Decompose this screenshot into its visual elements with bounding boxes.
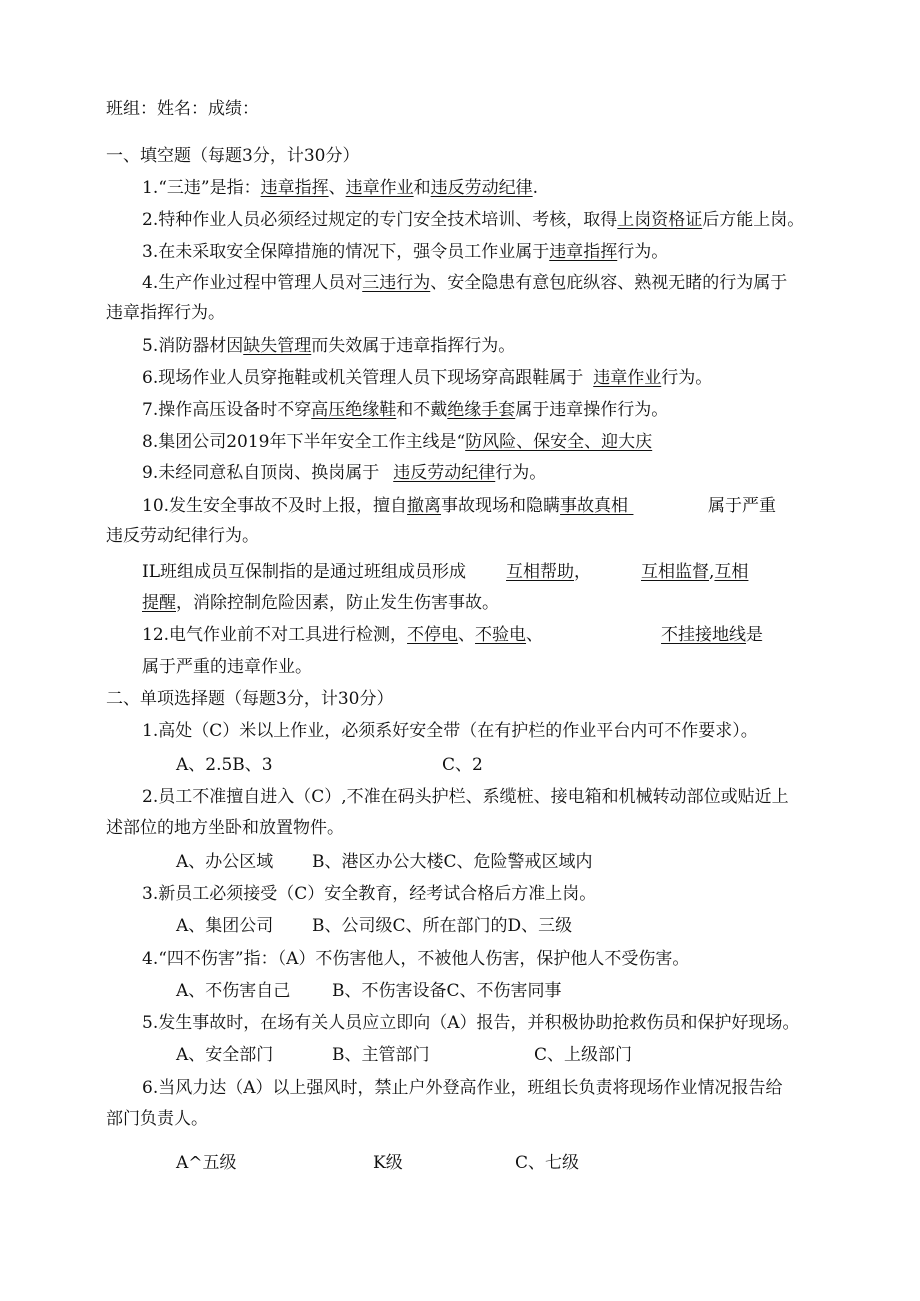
fill-question-5: 5.消防器材因缺失管理而失效属于违章指挥行为。 <box>142 336 516 356</box>
choice-q6-option-c: C、七级 <box>515 1153 580 1173</box>
choice-question-6-cont: 部门负责人。 <box>106 1109 208 1129</box>
answer-blank: 违章作业 <box>593 368 662 388</box>
choice-q3-options-bcd: B、公司级C、所在部门的D、三级 <box>312 916 573 936</box>
choice-q4-options-bc: B、不伤害设备C、不伤害同事 <box>332 981 562 1001</box>
choice-question-2-cont: 述部位的地方坐卧和放置物件。 <box>106 818 344 838</box>
fill-question-4: 4.生产作业过程中管理人员对三违行为、安全隐患有意包庇纵容、熟视无睹的行为属于 <box>142 273 788 293</box>
fill-question-4-cont: 违章指挥行为。 <box>106 303 225 323</box>
choice-question-1: 1.高处（C）米以上作业，必须系好安全带（在有护栏的作业平台内可不作要求）。 <box>142 721 758 741</box>
choice-question-2: 2.员工不准擅自进入（C）,不准在码头护栏、系缆桩、接电箱和机械转动部位或贴近上 <box>142 787 789 807</box>
answer-blank: 缺失管理 <box>243 336 312 356</box>
answer-blank: 三违行为 <box>362 273 431 293</box>
choice-question-3: 3.新员工必须接受（C）安全教育，经考试合格后方准上岗。 <box>142 884 597 904</box>
fill-question-10-cont: 违反劳动纪律行为。 <box>106 526 259 546</box>
fill-question-12: 12.电气作业前不对工具进行检测，不停电、不验电、 不挂接地线是 <box>142 625 764 645</box>
answer-blank: 不挂接地线 <box>661 625 747 645</box>
team-label: 班组： <box>106 99 157 119</box>
answer-blank: 不验电 <box>475 625 527 645</box>
choice-question-6: 6.当风力达（A）以上强风时，禁止户外登高作业，班组长负责将现场作业情况报告给 <box>142 1078 783 1098</box>
choice-q3-option-a: A、集团公司 <box>176 916 274 936</box>
answer-blank: 互相监督 <box>641 562 710 582</box>
answer-blank: 互相 <box>714 562 749 582</box>
choice-q5-option-c: C、上级部门 <box>534 1045 633 1065</box>
answer-blank: 互相帮助 <box>506 562 575 582</box>
answer-blank: 防风险、保安全、迎大庆 <box>465 432 653 452</box>
fill-question-10: 10.发生安全事故不及时上报，擅自撤离事故现场和隐瞒事故真相 属于严重 <box>142 496 777 516</box>
fill-question-6: 6.现场作业人员穿拖鞋或机关管理人员下现场穿高跟鞋属于 违章作业行为。 <box>142 368 713 388</box>
choice-question-4: 4.“四不伤害”指：（A）不伤害他人，不被他人伤害，保护他人不受伤害。 <box>142 949 690 969</box>
choice-question-5: 5.发生事故时，在场有关人员应立即向（A）报告，并积极协助抢救伤员和保护好现场。 <box>142 1013 800 1033</box>
fill-question-11-cont: 提醒，消除控制危险因素，防止发生伤害事故。 <box>142 593 499 613</box>
choice-q2-option-a: A、办公区域 <box>176 852 274 872</box>
answer-blank: 违反劳动纪律 <box>430 178 533 198</box>
exam-header <box>106 98 259 120</box>
answer-blank: 提醒 <box>142 593 176 613</box>
choice-q6-option-b: K级 <box>373 1153 403 1173</box>
fill-question-1: 1.“三违”是指：违章指挥、违章作业和违反劳动纪律. <box>142 178 539 198</box>
section1-title: 一、填空题（每题3分，计30分） <box>106 146 360 166</box>
choice-q6-option-a: A^五级 <box>176 1153 237 1173</box>
answer-blank: 事故真相 <box>560 496 629 516</box>
choice-q2-options-bc: B、港区办公大楼C、危险警戒区域内 <box>312 852 593 872</box>
fill-question-2: 2.特种作业人员必须经过规定的专门安全技术培训、考核，取得上岗资格证后方能上岗。 <box>142 210 805 230</box>
name-label: 姓名： <box>157 99 208 119</box>
choice-q1-options-ab: A、2.5B、3 <box>176 755 273 775</box>
fill-question-12-cont: 属于严重的违章作业。 <box>142 657 312 677</box>
answer-blank: 上岗资格证 <box>617 210 703 230</box>
answer-blank: 高压绝缘鞋 <box>311 400 397 420</box>
answer-blank: 不停电 <box>407 625 459 645</box>
choice-q1-option-c: C、2 <box>442 755 483 775</box>
fill-question-7: 7.操作高压设备时不穿高压绝缘鞋和不戴绝缘手套属于违章操作行为。 <box>142 400 669 420</box>
answer-blank: 违章作业 <box>345 178 414 198</box>
answer-blank: 违章指挥 <box>260 178 329 198</box>
answer-blank: 违反劳动纪律 <box>393 463 496 483</box>
answer-blank: 撤离 <box>407 496 442 516</box>
fill-question-3: 3.在未采取安全保障措施的情况下，强令员工作业属于违章指挥行为。 <box>142 242 669 262</box>
fill-question-11: IL班组成员互保制指的是通过班组成员形成 互相帮助， 互相监督,互相 <box>142 562 749 582</box>
choice-q5-option-b: B、主管部门 <box>332 1045 430 1065</box>
choice-q4-option-a: A、不伤害自己 <box>176 981 291 1001</box>
fill-question-9: 9.未经同意私自顶岗、换岗属于 违反劳动纪律行为。 <box>142 463 547 483</box>
answer-blank: 绝缘手套 <box>447 400 516 420</box>
score-label: 成绩： <box>208 99 259 119</box>
answer-blank: 违章指挥 <box>549 242 618 262</box>
choice-q5-option-a: A、安全部门 <box>176 1045 274 1065</box>
fill-question-8: 8.集团公司2019年下半年安全工作主线是“防风险、保安全、迎大庆 <box>142 432 653 452</box>
section2-title: 二、单项选择题（每题3分，计30分） <box>106 689 394 709</box>
